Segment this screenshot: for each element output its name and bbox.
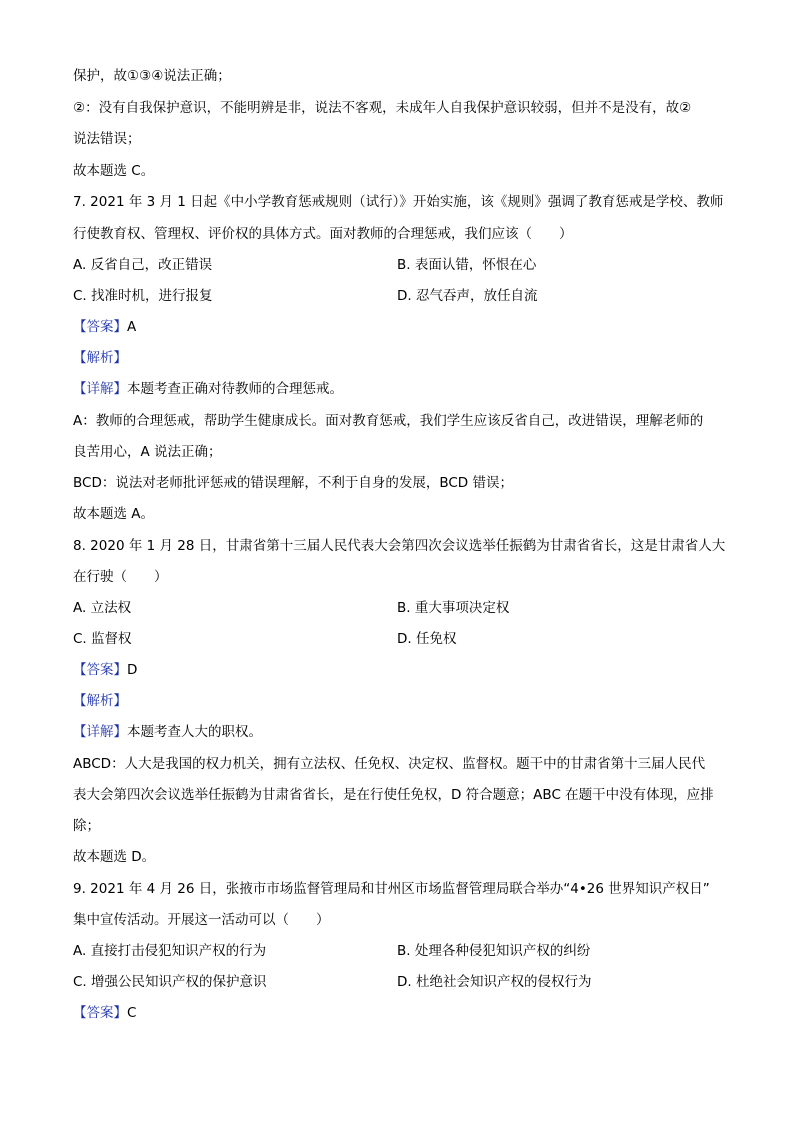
- question-8-explanation: 表大会第四次会议选举任振鹤为甘肃省省长，是在行使任免权，D 符合题意；ABC 在题干中没有体现，应排: [73, 787, 714, 803]
- detail-text: 本题考查人大的职权。: [127, 724, 262, 740]
- answer-value: D: [127, 662, 138, 678]
- question-8-answer: [73, 661, 733, 679]
- question-9-option-c: C. 增强公民知识产权的保护意识: [73, 974, 267, 990]
- question-7-option-c: C. 找准时机，进行报复: [73, 288, 213, 304]
- detail-text: 本题考查正确对待教师的合理惩戒。: [127, 381, 343, 397]
- question-8-stem: 8. 2020 年 1 月 28 日，甘肃省第十三届人民代表大会第四次会议选举任振鹤为甘肃省省长，这是甘肃省人大: [73, 538, 726, 554]
- text-line: 保护，故①③④说法正确；: [73, 68, 231, 84]
- question-7-stem: 7. 2021 年 3 月 1 日起《中小学教育惩戒规则（试行）》开始实施，该《规则》强调了教育惩戒是学校、教师: [73, 194, 724, 210]
- question-7-detail: [73, 380, 733, 398]
- analysis-tag: 【解析】: [73, 693, 127, 709]
- question-8-option-c: C. 监督权: [73, 631, 132, 647]
- question-8-option-b: B. 重大事项决定权: [397, 600, 510, 616]
- answer-tag: 【答案】: [73, 319, 127, 335]
- question-9-stem: 集中宣传活动。开展这一活动可以（ ）: [73, 912, 330, 928]
- answer-value: A: [127, 319, 137, 335]
- answer-tag: 【答案】: [73, 662, 127, 678]
- detail-tag: 【详解】: [73, 724, 127, 740]
- question-8-explanation: ABCD：人大是我国的权力机关，拥有立法权、任免权、决定权、监督权。题干中的甘肃省第十三届人民代: [73, 756, 706, 772]
- question-8-conclusion: 故本题选 D。: [73, 849, 156, 865]
- text-line: ②：没有自我保护意识，不能明辨是非，说法不客观，未成年人自我保护意识较弱，但并不是没有，故②: [73, 100, 692, 116]
- question-7-stem: 行使教育权、管理权、评价权的具体方式。面对教师的合理惩戒，我们应该（ ）: [73, 226, 573, 242]
- answer-tag: 【答案】: [73, 1005, 127, 1021]
- question-7-analysis-tag: [73, 349, 733, 367]
- question-7-answer: [73, 318, 733, 336]
- question-7-option-b: B. 表面认错，怀恨在心: [397, 257, 537, 273]
- question-9-answer: [73, 1004, 733, 1022]
- question-9-option-a: A. 直接打击侵犯知识产权的行为: [73, 943, 267, 959]
- detail-tag: 【详解】: [73, 381, 127, 397]
- analysis-tag: 【解析】: [73, 350, 127, 366]
- question-8-option-a: A. 立法权: [73, 600, 132, 616]
- question-7-option-d: D. 忍气吞声，放任自流: [397, 288, 538, 304]
- question-7-conclusion: 故本题选 A。: [73, 506, 155, 522]
- question-9-option-b: B. 处理各种侵犯知识产权的纠纷: [397, 943, 591, 959]
- text-line: 说法错误；: [73, 131, 141, 147]
- text-line: 故本题选 C。: [73, 163, 155, 179]
- question-8-stem: 在行驶（ ）: [73, 569, 168, 585]
- question-7-explanation: 良苦用心，A 说法正确；: [73, 444, 222, 460]
- question-8-analysis-tag: [73, 692, 733, 710]
- answer-value: C: [127, 1005, 137, 1021]
- question-8-option-d: D. 任免权: [397, 631, 457, 647]
- question-9-stem: 9. 2021 年 4 月 26 日，张掖市市场监督管理局和甘州区市场监督管理局联合举办“4•26 世界知识产权日”: [73, 881, 710, 897]
- question-7-option-a: A. 反省自己，改正错误: [73, 257, 213, 273]
- question-9-option-d: D. 杜绝社会知识产权的侵权行为: [397, 974, 592, 990]
- question-8-explanation: 除；: [73, 818, 100, 834]
- question-7-explanation: A：教师的合理惩戒，帮助学生健康成长。面对教育惩戒，我们学生应该反省自己，改进错误，理解老师的: [73, 413, 704, 429]
- question-8-detail: [73, 723, 733, 741]
- question-7-explanation: BCD：说法对老师批评惩戒的错误理解，不利于自身的发展，BCD 错误；: [73, 475, 513, 491]
